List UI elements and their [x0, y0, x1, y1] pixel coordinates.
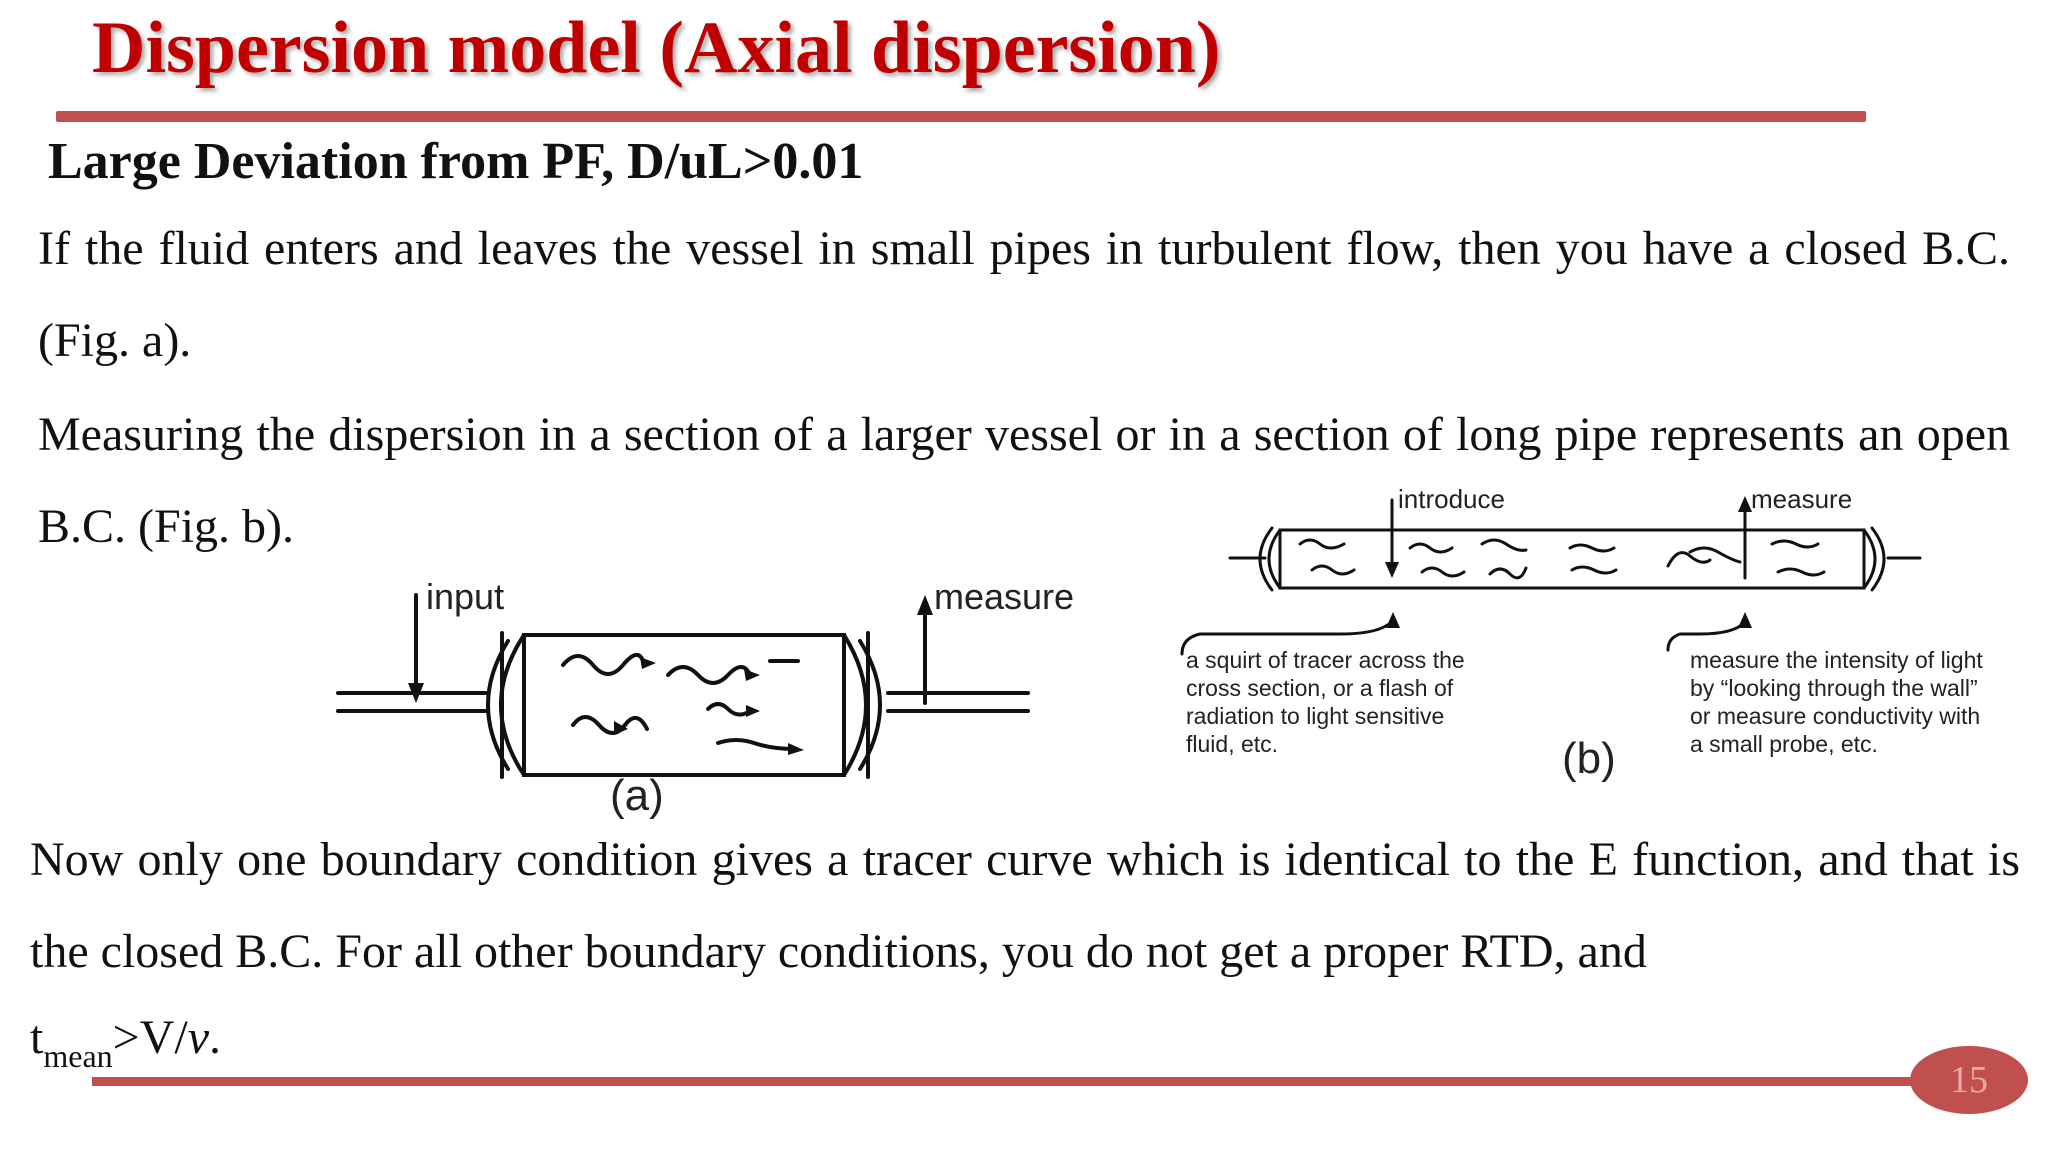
right-note-line: or measure conductivity with — [1690, 703, 1981, 729]
paragraph-closed-bc-conclusion: Now only one boundary condition gives a tracer curve which is identical to the E function, and that is the closed B.C. For all other boundary conditions, you do not get a proper RTD, and — [30, 833, 2020, 978]
left-note-line: fluid, etc. — [1186, 731, 1279, 757]
figure-b-caption: (b) — [1562, 734, 1616, 783]
measure-label-a: measure — [934, 576, 1075, 617]
figure-a-caption: (a) — [610, 771, 664, 820]
page-number: 15 — [1950, 1059, 1988, 1101]
left-note-line: cross section, or a flash of — [1186, 675, 1454, 701]
title-underline — [56, 111, 1866, 122]
closed-vessel-diagram — [328, 575, 1098, 825]
measure-label-b: measure — [1751, 484, 1853, 514]
tmean-expression — [30, 1010, 221, 1075]
footer-rule — [92, 1077, 1972, 1086]
tmean-relation: >V/ — [112, 1011, 188, 1064]
introduce-label: introduce — [1398, 484, 1505, 514]
input-label: input — [426, 576, 505, 617]
slide-title: Dispersion model (Axial dispersion) — [92, 7, 1221, 89]
figure-b-open-vessel — [1160, 478, 2030, 798]
slide-subtitle: Large Deviation from PF, D/uL>0.01 — [48, 133, 864, 190]
tmean-t: t — [30, 1011, 44, 1064]
tmean-velocity: v — [187, 1011, 210, 1064]
tmean-period: . — [209, 1011, 222, 1064]
right-note-line: by “looking through the wall” — [1690, 675, 1978, 701]
paragraph-closed-bc: If the fluid enters and leaves the vessel in small pipes in turbulent flow, then you have a closed B.C. (Fig. a). — [38, 222, 2010, 367]
right-note-line: measure the intensity of light — [1690, 647, 1983, 673]
tmean-subscript: mean — [43, 1038, 113, 1074]
figure-a-closed-vessel — [328, 575, 1098, 825]
page-number-badge — [1910, 1046, 2028, 1114]
paragraph-open-bc: Measuring the dispersion in a section of a larger vessel or in a section of long pipe represents an open B.C. (Fig. b). — [38, 408, 2010, 553]
right-note-line: a small probe, etc. — [1690, 731, 1878, 757]
left-note-line: radiation to light sensitive — [1186, 703, 1445, 729]
left-note-line: a squirt of tracer across the — [1186, 647, 1465, 673]
